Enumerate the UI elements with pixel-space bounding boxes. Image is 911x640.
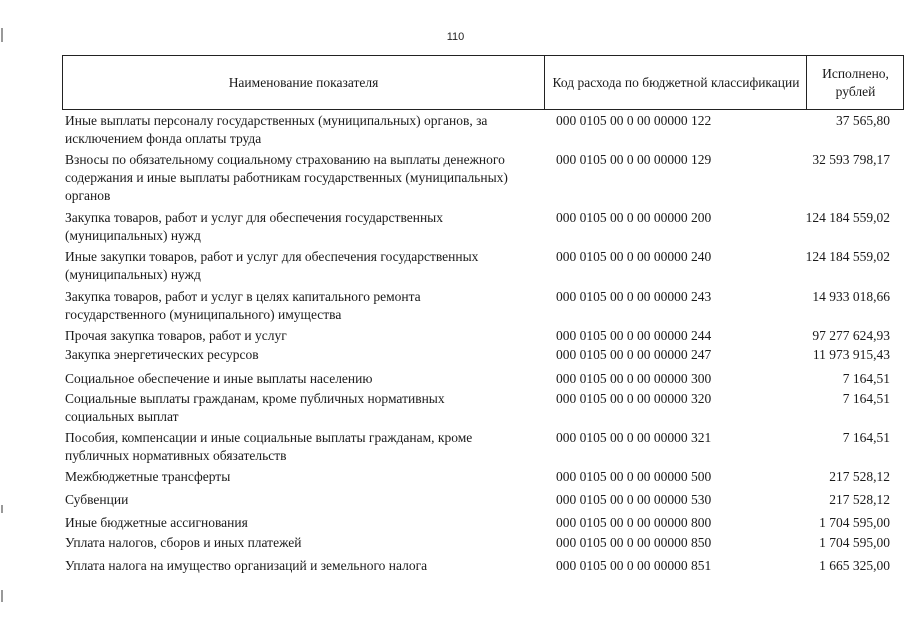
row-name: Взносы по обязательному социальному страхованию на выплаты денежного содержания и иные выплаты работникам государственных (муниципальных) органов (65, 152, 508, 203)
row-name: Иные закупки товаров, работ и услуг для обеспечения государственных (муниципальных) нужд (65, 249, 479, 282)
row-amount: 37 565,80 (836, 113, 890, 128)
scan-edge-mark (1, 505, 3, 513)
row-name: Закупка энергетических ресурсов (65, 347, 259, 362)
row-name: Социальное обеспечение и иные выплаты населению (65, 371, 373, 386)
page-number: 110 (446, 31, 465, 43)
row-amount: 7 164,51 (842, 430, 890, 445)
row-name: Социальные выплаты гражданам, кроме публичных нормативных социальных выплат (65, 391, 445, 424)
row-code: 000 0105 00 0 00 00000 244 (556, 328, 712, 343)
header-amount: Исполнено, рублей (806, 56, 904, 109)
row-amount: 7 164,51 (842, 391, 890, 406)
row-amount: 11 973 915,43 (812, 347, 890, 362)
row-amount: 32 593 798,17 (812, 152, 890, 167)
header-code: Код расхода по бюджетной классификации (544, 56, 807, 109)
row-code: 000 0105 00 0 00 00000 850 (556, 535, 712, 550)
row-code: 000 0105 00 0 00 00000 500 (556, 469, 712, 484)
row-name: Пособия, компенсации и иные социальные выплаты гражданам, кроме публичных нормативных обязательств (65, 430, 473, 463)
row-name: Уплата налога на имущество организаций и земельного налога (65, 558, 428, 573)
row-code: 000 0105 00 0 00 00000 240 (556, 249, 712, 264)
row-code: 000 0105 00 0 00 00000 122 (556, 113, 712, 128)
header-name: Наименование показателя (228, 74, 379, 90)
row-amount: 7 164,51 (842, 371, 890, 386)
row-name: Уплата налогов, сборов и иных платежей (65, 535, 302, 550)
row-amount: 1 704 595,00 (819, 515, 890, 530)
row-name: Закупка товаров, работ и услуг для обеспечения государственных (муниципальных) нужд (65, 210, 444, 243)
row-amount: 97 277 624,93 (812, 328, 890, 343)
row-code: 000 0105 00 0 00 00000 321 (556, 430, 712, 445)
row-amount: 1 704 595,00 (819, 535, 890, 550)
row-code: 000 0105 00 0 00 00000 243 (556, 289, 712, 304)
row-code: 000 0105 00 0 00 00000 247 (556, 347, 712, 362)
row-name: Иные бюджетные ассигнования (65, 515, 248, 530)
row-code: 000 0105 00 0 00 00000 530 (556, 492, 712, 507)
row-code: 000 0105 00 0 00 00000 300 (556, 371, 712, 386)
row-code: 000 0105 00 0 00 00000 129 (556, 152, 712, 167)
row-code: 000 0105 00 0 00 00000 320 (556, 391, 712, 406)
row-name: Субвенции (65, 492, 129, 507)
row-name: Прочая закупка товаров, работ и услуг (65, 328, 287, 343)
scan-edge-mark (1, 28, 3, 42)
row-amount: 124 184 559,02 (805, 249, 890, 264)
row-code: 000 0105 00 0 00 00000 851 (556, 558, 712, 573)
row-name: Закупка товаров, работ и услуг в целях капитального ремонта государственного (муниципального) имущества (65, 289, 421, 322)
row-code: 000 0105 00 0 00 00000 200 (556, 210, 712, 225)
table-header (62, 55, 904, 110)
scan-edge-mark (1, 590, 3, 602)
row-amount: 124 184 559,02 (805, 210, 890, 225)
row-amount: 1 665 325,00 (819, 558, 890, 573)
row-amount: 14 933 018,66 (812, 289, 890, 304)
row-code: 000 0105 00 0 00 00000 800 (556, 515, 712, 530)
row-name: Межбюджетные трансферты (65, 469, 231, 484)
row-amount: 217 528,12 (829, 469, 890, 484)
row-amount: 217 528,12 (829, 492, 890, 507)
row-name: Иные выплаты персоналу государственных (муниципальных) органов, за исключением фонда оплаты труда (65, 113, 488, 146)
